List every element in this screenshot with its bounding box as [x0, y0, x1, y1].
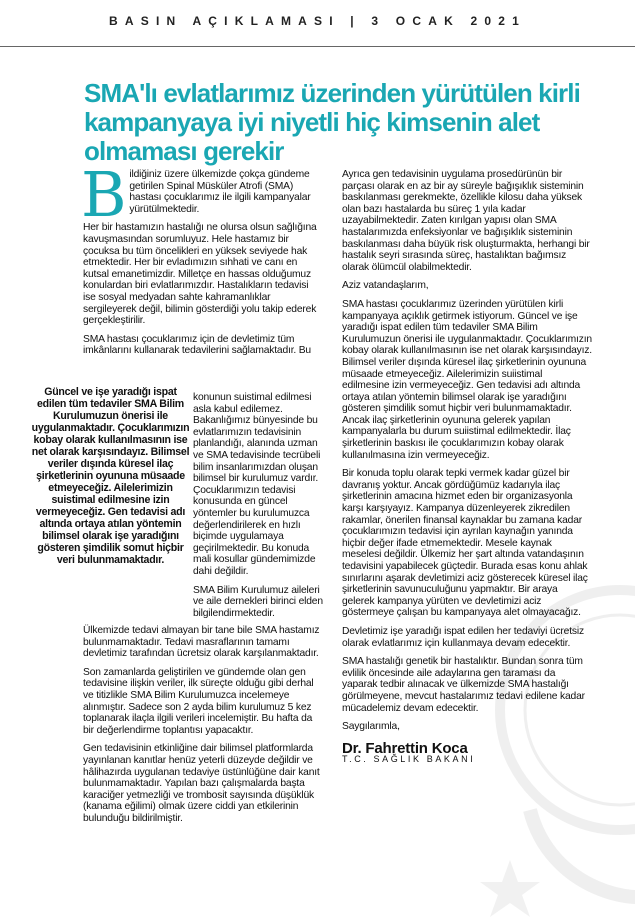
body-paragraph: SMA Bilim Kurulumuz aileleri ve aile dernekleri birinci elden bilgilendirmektedir. [193, 584, 323, 619]
body-paragraph: SMA hastalığı genetik bir hastalıktır. Bundan sonra tüm evlilik öncesinde aile adaylarına gen taraması da yaparak tedbir alınacak ve ülkemizde SMA hastalığı görülmeyene, mevcut hastalarımız tedavi edilene kadar mücadelemiz devam edecektir. [342, 656, 585, 714]
body-paragraph: SMA hastası çocuklarımız üzerinden yürütülen kirli kampanyaya açıklık getirmek istiyorum. Güncel ve işe yaradığı ispat edilen tüm tedaviler SMA Bilim Kurulumuzun önerisi ile uygulanmaktadır. Çocuklarımızın kobay olarak kullanılmasının ise net olarak karşısındayız. Bilimsel veriler dışında küresel ilaç şirketlerinin oyununa müsaade etmeyeceğiz. Ailelerimizin suiistimal edilmesine izin vermeyeceğiz. Gen tedavisi adı altında ortaya atılan yöntemin bilimsel olarak işe yaradığını gösteren şimdilik somut hiçbir veri bulunmamaktadır. Ancak ilaç şirketlerinin oyununa gelerek yapılan kampanyalarla bu durum suiistimal edilmektedir. İlaç şirketlerinin baskısı ile çocuklarımızın kobay olarak kullanılmasına izin vermeyeceğiz. [342, 298, 592, 461]
left-column-bottom [83, 625, 323, 832]
body-paragraph: Ülkemizde tedavi almayan bir tane bile SMA hastamız bulunmamaktadır. Tedavi masraflarının tamamı devletimiz tarafından ücretsiz olarak karşılanmaktadır. [83, 625, 320, 660]
headline: SMA'lı evlatlarımız üzerinden yürütülen kirli kampanyaya iyi niyetli hiç kimsenin alet olmaması gerekir [84, 78, 580, 166]
signature-title: T.C. SAĞLIK BAKANI [342, 754, 476, 765]
signature-name: Dr. Fahrettin Koca [342, 739, 468, 757]
salutation: Aziz vatandaşlarım, [342, 280, 429, 292]
body-paragraph: Devletimiz işe yaradığı ispat edilen her tedaviyi ücretsiz olarak evlatlarımız için kullanmaya devam edecektir. [342, 625, 584, 649]
body-paragraph: Her bir hastamızın hastalığı ne olursa olsun sağlığına kavuşmasından sorumluyuz. Hele hastamız bir çocuksa bu tüm öncelikleri en yüksek seviyede hak etmektedir. Her bir evladımızın sıhhati ve canı en kutsal emanetimizdir. Milletçe en hassas olduğumuz konulardan biri evlatlarımızdır. Hastalıkların tedavisi ise sosyal medyadan sahte kahramanlıklar sergileyerek değil, bilimin gösterdiği yolu takip ederek gerçekleştirilir. [83, 222, 317, 327]
press-release-header: BASIN AÇIKLAMASI | 3 OCAK 2021 [109, 14, 526, 28]
header-divider [0, 46, 635, 47]
left-column-top [81, 158, 323, 364]
closing: Saygılarımla, [342, 721, 400, 733]
body-paragraph: Son zamanlarda geliştirilen ve gündemde olan gen tedavisine ilişkin veriler, ilk süreçte olduğu gibi derhal ve titizlikle SMA Bilim Kurulumuzca incelemeye alınmıştır. Sadece son 2 ayda bilim kurulumuz 5 kez toplanarak ilaçla ilgili verileri incelemiştir. Bu hafta da bir değerlendirme toplantısı yapacaktır. [83, 666, 314, 736]
body-paragraph: SMA hastası çocuklarımız için de devletimiz tüm imkânlarını kullanarak tedavilerini sağlamaktadır. Bu [83, 333, 311, 357]
pull-quote: Güncel ve işe yaradığı ispat edilen tüm tedaviler SMA Bilim Kurulumuzun önerisi ile uygulanmaktadır. Çocuklarımızın kobay olarak kullanılmasının ise net olarak karşısındayız. Bilimsel veriler dışında küresel ilaç şirketlerinin oyununa müsaade etmeyeceğiz. Ailelerimizin suistimal edilmesine izin vermeyeceğiz. Gen tedavisi adı altında ortaya atılan yöntemin bilimsel olarak işe yaradığını gösteren şimdilik somut hiçbir veri bulunmamaktadır. [31, 386, 190, 566]
intro-paragraph: ildiğiniz üzere ülkemizde çokça gündeme getirilen Spinal Müsküler Atrofi (SMA) hastası çocuklarımız ile ilgili kampanyalar yürütülmektedir. [129, 169, 311, 215]
body-paragraph: konunun suistimal edilmesi asla kabul edilemez. Bakanlığımız bünyesinde bu evlatlarımızın tedavisinin planlandığı, alanında uzman ve SMA tedavisinde tecrübeli bilim insanlarımızdan oluşan bilimsel bir kurulumuz vardır. Çocuklarımızın tedavisi konusunda en güncel yöntemler bu kurulumuzca değerlendirilerek en hızlı biçimde uygulamaya geçirilmektedir. Bu konuda mali kosullar gündemimizde dahi değildir. [193, 392, 321, 577]
body-paragraph: Bir konuda toplu olarak tepki vermek kadar güzel bir davranış yoktur. Ancak gördüğümüz kadarıyla ilaç şirketlerinin amacına hizmet eden bir organizasyonla karşı karşıyayız. Kampanya düzenleyerek zikredilen rakamlar, önerilen finansal kaynaklar bu zamana kadar çocuklarımızın tedavisi için ayrılan kaynağın yanında hiçbir değer ifade etmemektedir. Mesele kaynak meselesi değildir. Ülkemiz her şart altında vatandaşının tedavisini yapabilecek güçtedir. Burada esas konu ahlak sınırlarını aşarak devletimizi aciz gösterecek küresel ilaç şirketlerinin savunuculuğunu yapmaktır. Bir araya gelerek kampanya yürüten ve devletimizi aciz göstermeye çalışan bu kampanyaya alet olmayacağız. [342, 468, 588, 619]
body-paragraph: Ayrıca gen tedavisinin uygulama prosedürünün bir parçası olarak en az bir ay süreyle bağışıklık sisteminin baskılanması gerekmekte, özellikle kilosu daha yüksek olan bazı hastalarda bu süreç 1 yıla kadar uzayabilmektedir. Zaten kırılgan yapısı olan SMA hastalarımızda enfeksiyonlar ve bağışıklık sisteminin baskılanması daha büyük risk oluşturmakta, herhangi bir hastalık seyri sırasında süreç, hastalıktan bağımsız olarak ölümcül olabilmektedir. [342, 169, 590, 273]
drop-cap: B [81, 158, 127, 231]
right-column [342, 169, 592, 766]
middle-column [193, 392, 325, 626]
body-paragraph: Gen tedavisinin etkinliğine dair bilimsel platformlarda yayınlanan kanıtlar henüz yeterli düzeyde değildir ve hâlihazırda uygulanan tedaviye üstünlüğüne dair kanıt bulunmamaktadır. Yapılan bazı çalışmalarda başta karaciğer yetmezliği ve trombosit sayısında düşüklük (kanama eğilimi) olmak üzere ciddi yan etkilerinin bulunduğu bildirilmiştir. [83, 743, 320, 824]
